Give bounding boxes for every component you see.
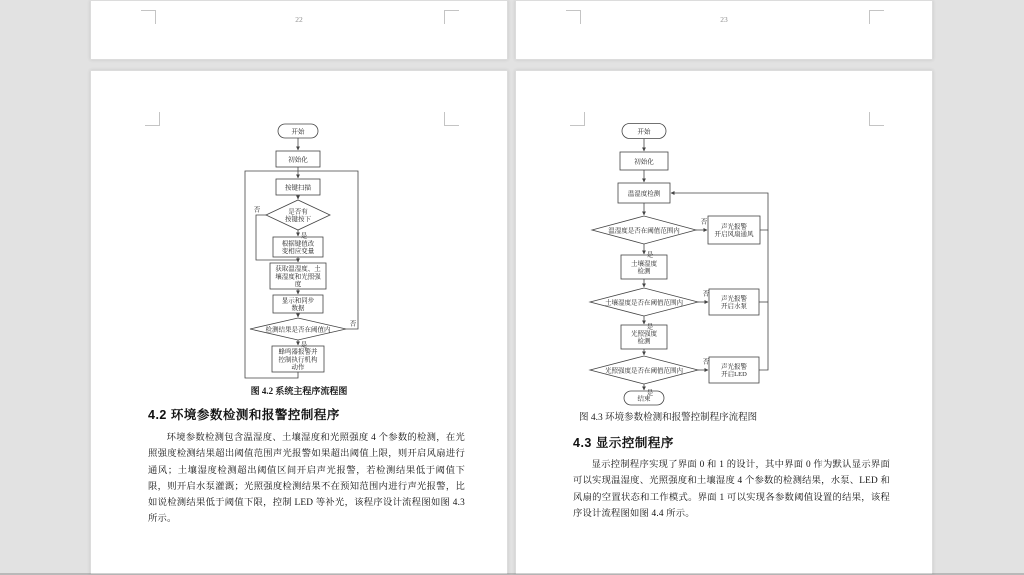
svg-text:开启LED: 开启LED [721, 371, 747, 379]
svg-text:是: 是 [646, 389, 654, 397]
figure-caption-4-3[interactable]: 图 4.3 环境参数检测和报警控制程序流程图 [579, 413, 758, 423]
svg-text:蜂鸣器报警并: 蜂鸣器报警并 [278, 348, 318, 356]
page-number: 22 [295, 15, 303, 24]
svg-text:度: 度 [294, 281, 302, 289]
flowchart-detection-alarm[interactable] [516, 71, 934, 489]
svg-text:壤湿度和光照强: 壤湿度和光照强 [275, 273, 321, 281]
flowchart-main-program[interactable] [91, 71, 509, 489]
svg-text:否: 否 [349, 320, 357, 328]
svg-text:初始化: 初始化 [288, 156, 308, 164]
svg-text:检测: 检测 [637, 268, 651, 276]
svg-text:开启风扇通风: 开启风扇通风 [714, 231, 754, 239]
svg-text:数据: 数据 [291, 305, 305, 313]
paragraph-4-2[interactable]: 环境参数检测包含温湿度、土壤湿度和光照强度 4 个参数的检测，在光照强度检测结果超出阈值范围声光报警如果超出阈值上限，则开启风扇进行通风；土壤湿度检测超出阈值区间开启声光报警，若检测结果低于阈值下限，则开启水泵灌溉；光照强度检测结果不在预知范围内进行声光报警，比如说检测结果低于阈值下限，控制 LED 等补光，该程序设计流程图如图 4.3 所示。 [148, 433, 465, 525]
page-23-bottom[interactable] [515, 0, 933, 60]
svg-text:是: 是 [646, 323, 654, 331]
svg-text:控制执行机构: 控制执行机构 [278, 356, 318, 364]
svg-text:开启水泵: 开启水泵 [721, 303, 747, 311]
page-22-bottom[interactable] [90, 0, 508, 60]
section-heading-4-3[interactable]: 4.3 显示控制程序 [573, 436, 674, 450]
paragraph-4-3[interactable]: 显示控制程序实现了界面 0 和 1 的设计，其中界面 0 作为默认显示界面可以实现温湿度、光照强度和土壤湿度 4 个参数的检测结果，水泵、LED 和风扇的空置状态和工作模式。界面 1 可以实现各参数阈值设置的结果，该程序设计流程图如图 4.4 所示。 [573, 460, 890, 519]
page-main-right[interactable] [515, 70, 933, 575]
svg-text:否: 否 [700, 218, 708, 226]
section-heading-4-2[interactable]: 4.2 环境参数检测和报警控制程序 [148, 408, 340, 422]
svg-text:检测结果是否在阈值内: 检测结果是否在阈值内 [265, 326, 331, 334]
svg-text:根据键值改: 根据键值改 [281, 240, 315, 248]
svg-text:是否有: 是否有 [288, 208, 308, 216]
svg-text:变相应变量: 变相应变量 [281, 248, 315, 256]
page-number: 23 [720, 15, 728, 24]
svg-text:否: 否 [702, 290, 710, 298]
svg-text:是: 是 [646, 251, 654, 259]
svg-text:土壤湿度: 土壤湿度 [631, 260, 657, 268]
svg-text:温湿度检测: 温湿度检测 [627, 190, 661, 198]
svg-text:显示和同步: 显示和同步 [281, 297, 315, 305]
svg-text:开始: 开始 [637, 128, 651, 136]
svg-text:光照强度: 光照强度 [631, 330, 657, 338]
svg-text:按键扫描: 按键扫描 [285, 184, 311, 192]
svg-text:光照强度是否在阈值范围内: 光照强度是否在阈值范围内 [605, 367, 683, 375]
svg-text:检测: 检测 [637, 338, 651, 346]
svg-text:声光报警: 声光报警 [721, 363, 747, 371]
svg-text:温湿度是否在阈值范围内: 温湿度是否在阈值范围内 [608, 227, 680, 235]
svg-text:结束: 结束 [637, 395, 651, 403]
page-main-left[interactable] [90, 70, 508, 575]
svg-text:否: 否 [253, 206, 261, 214]
svg-text:动作: 动作 [291, 364, 305, 372]
svg-text:初始化: 初始化 [634, 158, 654, 166]
svg-text:土壤湿度是否在阈值范围内: 土壤湿度是否在阈值范围内 [605, 299, 683, 307]
svg-text:声光报警: 声光报警 [721, 223, 747, 231]
svg-text:开始: 开始 [291, 128, 305, 136]
svg-text:是: 是 [300, 341, 308, 349]
svg-text:获取温湿度、土: 获取温湿度、土 [275, 265, 321, 273]
svg-text:是: 是 [300, 232, 308, 240]
svg-text:否: 否 [702, 358, 710, 366]
svg-text:声光报警: 声光报警 [721, 295, 747, 303]
figure-caption-4-2[interactable]: 图 4.2 系统主程序流程图 [250, 386, 348, 396]
svg-text:按键按下: 按键按下 [285, 216, 311, 224]
